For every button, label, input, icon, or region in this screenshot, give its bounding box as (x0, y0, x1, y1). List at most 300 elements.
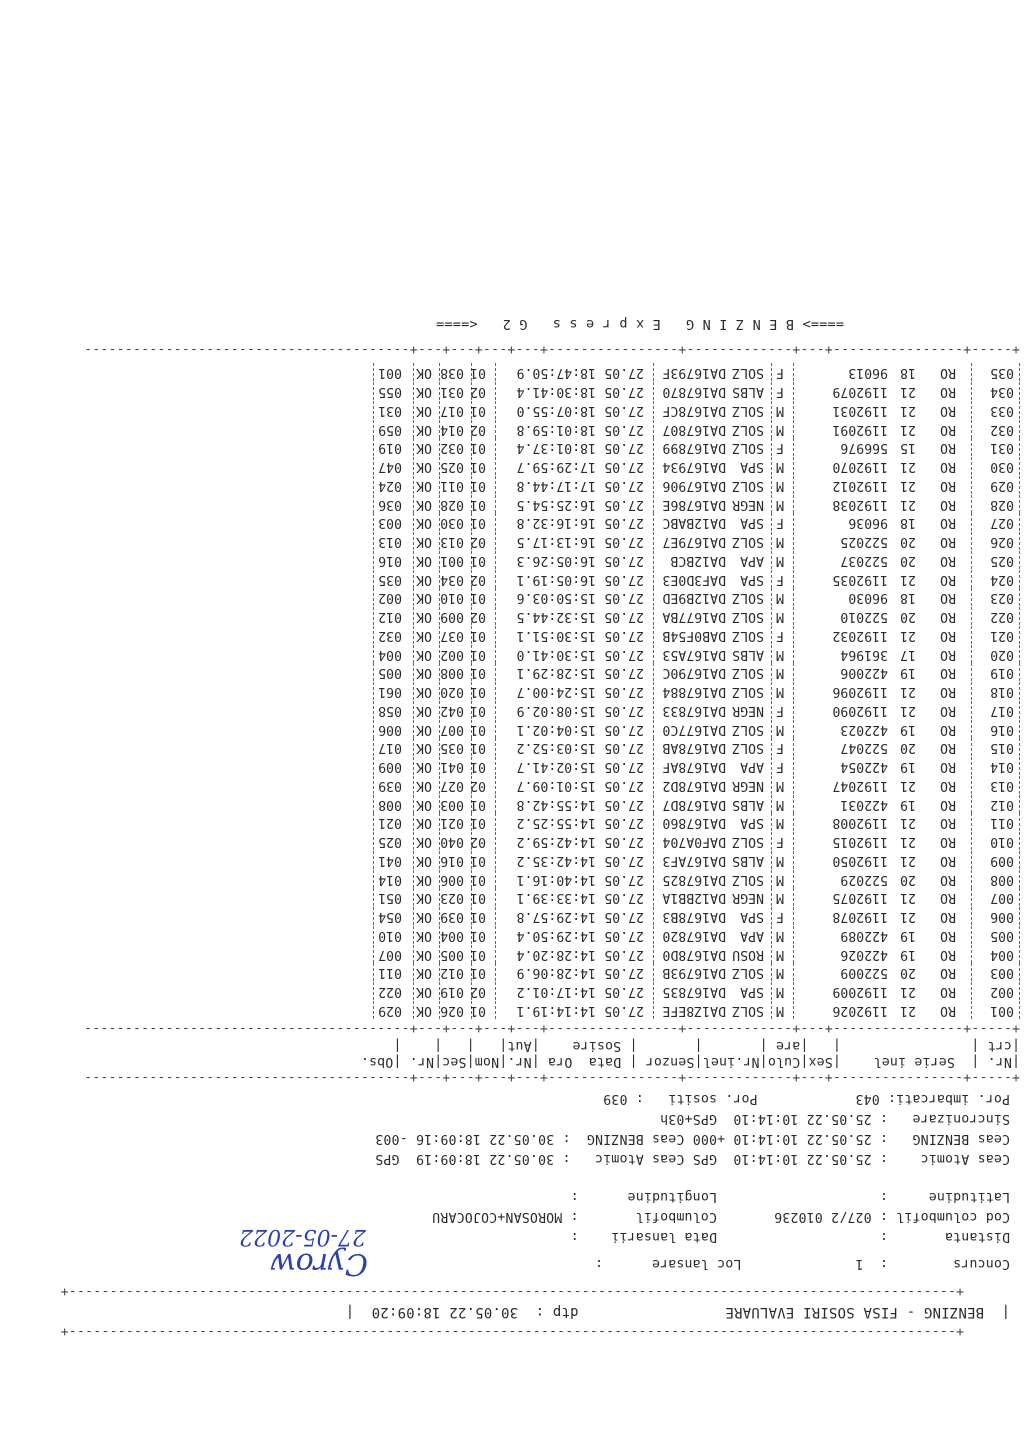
cell-nom: 027 (440, 778, 464, 793)
column-divider (1018, 964, 1020, 982)
cell-tara: RO (940, 871, 956, 887)
cell-sex: M (776, 928, 784, 943)
cell-nom: 008 (440, 665, 464, 681)
column-divider (494, 401, 496, 419)
cell-culoare: ROSU (732, 946, 764, 962)
cell-obs: 016 (378, 553, 402, 568)
column-divider (770, 851, 772, 869)
cell-sec: OK (416, 909, 432, 925)
cell-serie: 522047 (840, 740, 888, 756)
column-divider (792, 532, 794, 550)
table-row (0, 776, 1020, 794)
column-divider (372, 795, 374, 813)
column-divider (372, 457, 374, 475)
cell-serie: 1192047 (832, 778, 888, 793)
cell-nr: 013 (990, 778, 1014, 793)
cell-obs: 031 (378, 403, 402, 418)
cell-ora: 15:28:29.1 (516, 665, 596, 681)
column-divider (970, 382, 972, 400)
cell-serie: 96030 (848, 590, 888, 606)
cell-tara: RO (940, 853, 956, 868)
table-header-border: +-----+----------------+---+-------------+----------------+---+---+---+---+---------------------------------------- (83, 1021, 1020, 1036)
column-divider (652, 851, 654, 869)
column-divider (770, 476, 772, 494)
column-divider (770, 626, 772, 644)
cell-tara: RO (940, 609, 956, 625)
column-divider (372, 870, 374, 888)
cell-sex: M (776, 496, 784, 512)
cell-sec: OK (416, 928, 432, 943)
clock-line-4: Por. imbarcati: 043 Por. sositi : 039 (603, 1091, 1010, 1106)
column-divider (494, 739, 496, 757)
column-divider (494, 757, 496, 775)
cell-tara: RO (940, 403, 956, 418)
cell-sex: M (776, 478, 784, 493)
column-divider (792, 926, 794, 944)
cell-data: 27.05 (604, 928, 644, 943)
column-divider (652, 682, 654, 700)
table-row (0, 757, 1020, 775)
column-divider (1018, 682, 1020, 700)
cell-inel: DA1678D2 (662, 778, 726, 793)
cell-ora: 15:30:51.1 (516, 628, 596, 643)
column-divider (1018, 926, 1020, 944)
cell-ora: 15:03:52.2 (516, 740, 596, 756)
cell-serie: 422031 (840, 796, 888, 812)
cell-sec: OK (416, 665, 432, 681)
column-divider (1018, 589, 1020, 607)
column-divider (372, 720, 374, 738)
cell-sec: OK (416, 515, 432, 531)
column-divider (792, 476, 794, 494)
cell-sex: M (776, 459, 784, 475)
cell-serie: 522009 (840, 965, 888, 981)
cell-inel: DA12BABC (662, 515, 726, 531)
column-divider (372, 832, 374, 850)
column-divider (412, 476, 414, 494)
columbofil-label: Columbofil (635, 1209, 717, 1224)
cell-an: 20 (900, 740, 916, 756)
column-divider (372, 739, 374, 757)
cell-inel: DA12B9ED (662, 590, 726, 606)
cell-nom: 039 (440, 909, 464, 925)
cell-aut: 01 (470, 853, 486, 868)
column-divider (494, 439, 496, 457)
cell-nom: 021 (440, 815, 464, 831)
column-divider (970, 795, 972, 813)
column-divider (1018, 907, 1020, 925)
table-row (0, 626, 1020, 644)
cell-ora: 15:08:02.9 (516, 703, 596, 718)
cell-sex: M (776, 946, 784, 962)
cod-columbofil-value: 027/2 010236 (773, 1209, 872, 1224)
cell-tara: RO (940, 834, 956, 850)
cell-sex: M (776, 534, 784, 550)
cell-obs: 009 (378, 759, 402, 775)
cell-data: 27.05 (604, 534, 644, 550)
table-row (0, 589, 1020, 607)
column-divider (970, 532, 972, 550)
distanta-label: Distanta (944, 1229, 1010, 1244)
cell-an: 21 (900, 909, 916, 925)
column-divider (770, 926, 772, 944)
header-bottom-border: +-------------------------------------------------------------------------------------------------------------+ (60, 1284, 964, 1299)
cell-ora: 18:01:37.4 (516, 440, 596, 456)
table-row (0, 607, 1020, 625)
column-divider (652, 795, 654, 813)
column-divider (652, 664, 654, 682)
cell-serie: 1192070 (832, 459, 888, 475)
table-top-border: +-----+----------------+---+-------------+----------------+---+---+---+---+---------------------------------------- (83, 1070, 1020, 1085)
column-divider (494, 476, 496, 494)
cell-inel: DA167906 (662, 478, 726, 493)
column-divider (770, 776, 772, 794)
table-row (0, 682, 1020, 700)
column-divider (970, 514, 972, 532)
column-divider (372, 907, 374, 925)
cell-data: 27.05 (604, 365, 644, 381)
cell-data: 27.05 (604, 703, 644, 718)
cell-nom: 031 (440, 384, 464, 400)
column-divider (1018, 832, 1020, 850)
cell-serie: 1192026 (832, 1003, 888, 1018)
column-divider (770, 701, 772, 719)
cell-aut: 01 (470, 1003, 486, 1018)
column-divider (412, 682, 414, 700)
column-divider (792, 945, 794, 963)
column-divider (770, 514, 772, 532)
cell-ora: 14:28:06.9 (516, 965, 596, 981)
cell-data: 27.05 (604, 459, 644, 475)
column-divider (494, 720, 496, 738)
cell-inel: DA167833 (662, 703, 726, 718)
column-divider (970, 589, 972, 607)
cell-inel: DAB0F54B (662, 628, 726, 643)
cell-nr: 019 (990, 665, 1014, 681)
cell-sec: OK (416, 403, 432, 418)
column-divider (652, 626, 654, 644)
cell-culoare: ALBS (732, 853, 764, 868)
cell-tara: RO (940, 496, 956, 512)
cell-nom: 023 (440, 890, 464, 906)
cell-data: 27.05 (604, 553, 644, 568)
column-divider (770, 907, 772, 925)
cell-aut: 02 (470, 384, 486, 400)
cell-inel: DA167934 (662, 459, 726, 475)
cell-data: 27.05 (604, 684, 644, 700)
cell-aut: 01 (470, 665, 486, 681)
cell-aut: 01 (470, 796, 486, 812)
cell-culoare: SPA (740, 459, 764, 475)
cell-an: 20 (900, 871, 916, 887)
cell-obs: 021 (378, 815, 402, 831)
cell-tara: RO (940, 628, 956, 643)
cell-tara: RO (940, 646, 956, 662)
cell-sex: M (776, 965, 784, 981)
column-divider (770, 795, 772, 813)
table-row (0, 832, 1020, 850)
cell-tara: RO (940, 365, 956, 381)
cell-culoare: SOLZ (732, 534, 764, 550)
cell-aut: 02 (470, 778, 486, 793)
loc-lansare-label: Loc lansare (651, 1256, 742, 1271)
cell-nom: 017 (440, 403, 464, 418)
clock-line-2: Ceas BENZING : 25.05.22 10:14:10 +000 Ceas BENZING : 30.05.22 18:09:16 -003 (375, 1131, 1010, 1146)
cell-obs: 041 (378, 853, 402, 868)
cell-obs: 006 (378, 721, 402, 737)
column-divider (792, 982, 794, 1000)
cell-serie: 361964 (840, 646, 888, 662)
cell-aut: 01 (470, 759, 486, 775)
column-divider (770, 607, 772, 625)
column-divider (372, 382, 374, 400)
cell-sec: OK (416, 553, 432, 568)
cell-serie: 422026 (840, 946, 888, 962)
cell-serie: 1192079 (832, 384, 888, 400)
cell-obs: 058 (378, 703, 402, 718)
cell-nr: 011 (990, 815, 1014, 831)
column-divider (372, 889, 374, 907)
cell-nr: 017 (990, 703, 1014, 718)
cell-aut: 01 (470, 684, 486, 700)
column-divider (970, 495, 972, 513)
cell-nom: 026 (440, 1003, 464, 1018)
cell-sec: OK (416, 965, 432, 981)
table-row (0, 570, 1020, 588)
cell-inel: DA167899 (662, 440, 726, 456)
table-row (0, 401, 1020, 419)
column-divider (970, 870, 972, 888)
column-divider (770, 889, 772, 907)
column-divider (1018, 776, 1020, 794)
column-divider (792, 814, 794, 832)
cell-ora: 15:30:41.0 (516, 646, 596, 662)
table-row (0, 645, 1020, 663)
column-divider (652, 589, 654, 607)
cell-obs: 032 (378, 628, 402, 643)
column-divider (652, 551, 654, 569)
cell-culoare: SOLZ (732, 421, 764, 437)
cell-sex: M (776, 609, 784, 625)
distanta-line: Distanta : Data lansarii : (570, 1229, 1010, 1244)
cell-serie: 522037 (840, 553, 888, 568)
cell-inel: DA1Z8EFE (662, 1003, 726, 1018)
column-divider (494, 364, 496, 382)
column-divider (792, 364, 794, 382)
table-row (0, 1001, 1020, 1019)
cell-sec: OK (416, 365, 432, 381)
cell-obs: 013 (378, 534, 402, 550)
cell-sec: OK (416, 459, 432, 475)
column-divider (652, 476, 654, 494)
cell-nr: 021 (990, 628, 1014, 643)
column-divider (372, 682, 374, 700)
column-divider (412, 495, 414, 513)
cell-sex: M (776, 590, 784, 606)
column-divider (970, 364, 972, 382)
column-divider (652, 739, 654, 757)
cell-ora: 14:29:50.4 (516, 928, 596, 943)
column-divider (372, 945, 374, 963)
cell-data: 27.05 (604, 984, 644, 1000)
column-divider (494, 795, 496, 813)
cell-ora: 17:17:44.8 (516, 478, 596, 493)
column-divider (770, 1001, 772, 1019)
cell-an: 19 (900, 759, 916, 775)
column-divider (412, 832, 414, 850)
cell-serie: 1192031 (832, 403, 888, 418)
cell-nr: 009 (990, 853, 1014, 868)
column-divider (970, 776, 972, 794)
cell-culoare: ALBS (732, 646, 764, 662)
cell-sec: OK (416, 984, 432, 1000)
cell-serie: 522010 (840, 609, 888, 625)
cell-data: 27.05 (604, 384, 644, 400)
column-divider (792, 626, 794, 644)
column-divider (970, 720, 972, 738)
cell-nr: 016 (990, 721, 1014, 737)
table-row (0, 457, 1020, 475)
cell-an: 20 (900, 609, 916, 625)
column-divider (792, 589, 794, 607)
cell-ora: 16:13:17.5 (516, 534, 596, 550)
cell-aut: 01 (470, 646, 486, 662)
cell-ora: 14:42:59.2 (516, 834, 596, 850)
cell-data: 27.05 (604, 571, 644, 587)
table-row (0, 814, 1020, 832)
column-divider (770, 457, 772, 475)
column-divider (372, 420, 374, 438)
column-divider (494, 776, 496, 794)
column-divider (372, 964, 374, 982)
column-divider (970, 420, 972, 438)
column-divider (412, 739, 414, 757)
column-divider (1018, 364, 1020, 382)
column-divider (652, 701, 654, 719)
cell-culoare: SPA (740, 515, 764, 531)
cell-sec: OK (416, 834, 432, 850)
cell-an: 19 (900, 946, 916, 962)
cell-sex: M (776, 684, 784, 700)
cell-ora: 15:01:09.7 (516, 778, 596, 793)
cell-ora: 18:30:41.4 (516, 384, 596, 400)
cell-nr: 012 (990, 796, 1014, 812)
column-divider (970, 626, 972, 644)
cell-aut: 02 (470, 421, 486, 437)
cell-aut: 01 (470, 740, 486, 756)
cell-nom: 020 (440, 684, 464, 700)
table-row (0, 664, 1020, 682)
cell-obs: 055 (378, 384, 402, 400)
column-divider (372, 926, 374, 944)
cell-inel: DA167860 (662, 815, 726, 831)
cell-ora: 15:50:03.6 (516, 590, 596, 606)
column-divider (792, 907, 794, 925)
cell-sec: OK (416, 496, 432, 512)
cell-sex: M (776, 871, 784, 887)
column-divider (792, 607, 794, 625)
longitudine-label: Longitudine (627, 1189, 717, 1204)
column-divider (412, 870, 414, 888)
cell-nom: 030 (440, 515, 464, 531)
column-divider (372, 645, 374, 663)
cell-culoare: ALBS (732, 384, 764, 400)
cell-inel: DA1678D0 (662, 946, 726, 962)
column-divider (372, 607, 374, 625)
column-divider (970, 851, 972, 869)
column-divider (652, 514, 654, 532)
cell-aut: 01 (470, 928, 486, 943)
cell-culoare: SOLZ (732, 478, 764, 493)
cell-sex: M (776, 815, 784, 831)
cell-sex: F (776, 515, 784, 531)
cell-inel: DA1679E7 (662, 534, 726, 550)
cell-an: 21 (900, 571, 916, 587)
table-row (0, 364, 1020, 382)
column-divider (792, 720, 794, 738)
cell-serie: 1192038 (832, 496, 888, 512)
column-divider (372, 626, 374, 644)
cell-aut: 01 (470, 890, 486, 906)
cell-culoare: SOLZ (732, 403, 764, 418)
column-divider (1018, 889, 1020, 907)
column-divider (792, 739, 794, 757)
cell-tara: RO (940, 965, 956, 981)
cell-inel: DA1677C0 (662, 721, 726, 737)
cell-sec: OK (416, 740, 432, 756)
cell-data: 27.05 (604, 815, 644, 831)
cell-culoare: APA (740, 928, 764, 943)
cell-sex: F (776, 628, 784, 643)
column-divider (494, 495, 496, 513)
column-divider (494, 645, 496, 663)
cell-data: 27.05 (604, 721, 644, 737)
column-divider (652, 889, 654, 907)
column-divider (412, 1001, 414, 1019)
column-divider (970, 907, 972, 925)
column-divider (412, 457, 414, 475)
cell-aut: 02 (470, 834, 486, 850)
column-divider (1018, 607, 1020, 625)
cell-an: 19 (900, 796, 916, 812)
cell-ora: 14:17:01.2 (516, 984, 596, 1000)
cell-inel: DA1678D7 (662, 796, 726, 812)
column-divider (1018, 870, 1020, 888)
column-divider (792, 382, 794, 400)
cell-obs: 005 (378, 665, 402, 681)
clock-line-3: Sincronizare : 25.05.22 10:14:10 GPS+03h (659, 1111, 1010, 1126)
cell-tara: RO (940, 928, 956, 943)
column-divider (372, 532, 374, 550)
cell-obs: 007 (378, 946, 402, 962)
table-row (0, 889, 1020, 907)
column-divider (970, 964, 972, 982)
data-lansarii-label: Data lansarii (611, 1229, 717, 1244)
cell-nr: 027 (990, 515, 1014, 531)
cell-an: 21 (900, 628, 916, 643)
column-divider (770, 720, 772, 738)
cell-sex: M (776, 984, 784, 1000)
column-divider (792, 851, 794, 869)
column-divider (412, 720, 414, 738)
cell-nr: 020 (990, 646, 1014, 662)
cell-tara: RO (940, 440, 956, 456)
cell-sec: OK (416, 571, 432, 587)
column-divider (494, 982, 496, 1000)
column-divider (1018, 626, 1020, 644)
column-divider (494, 570, 496, 588)
cell-nom: 007 (440, 721, 464, 737)
